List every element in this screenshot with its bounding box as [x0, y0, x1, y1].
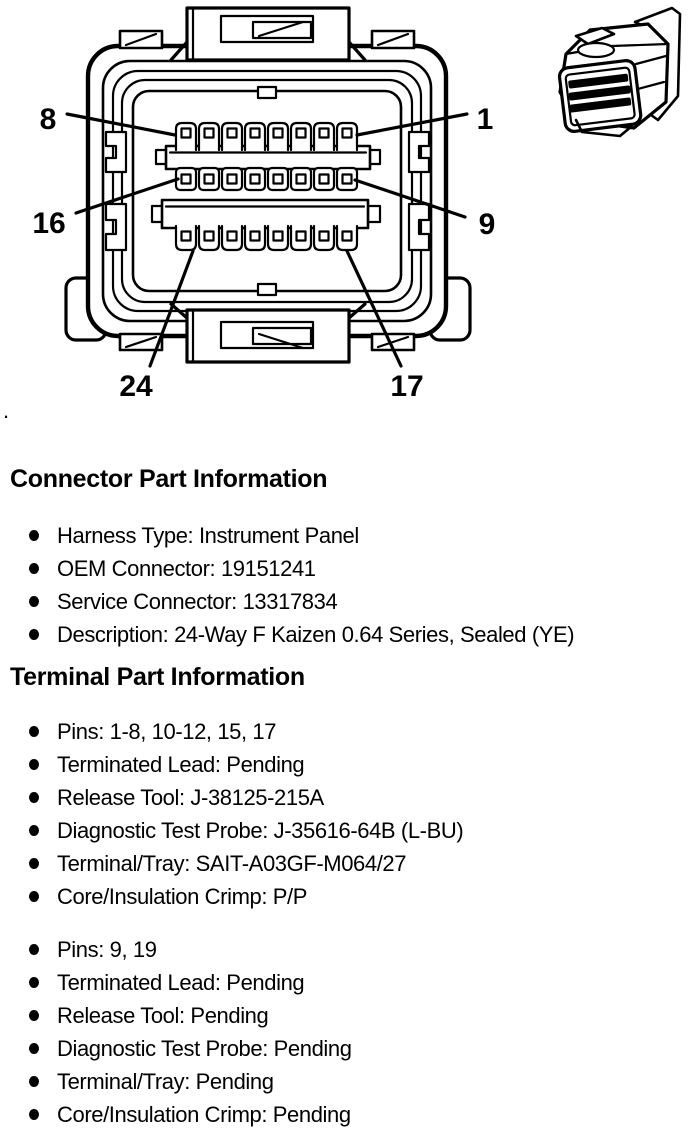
terminal-info-list-group2: [10, 933, 688, 1131]
list-item-text: Diagnostic Test Probe: Pending: [57, 1036, 352, 1061]
list-item-text: Terminal/Tray: Pending: [57, 1069, 274, 1094]
bullet-icon: [29, 596, 39, 607]
pin-label-8: 8: [39, 103, 57, 136]
list-item: [10, 715, 688, 748]
list-item-text: Harness Type: Instrument Panel: [57, 523, 359, 548]
bullet-icon: [29, 891, 39, 902]
bullet-icon: [29, 1043, 39, 1054]
list-item: [10, 814, 688, 847]
bullet-icon: [29, 944, 39, 955]
list-item-text: Terminated Lead: Pending: [57, 970, 305, 995]
section-title-terminal: Terminal Part Information: [10, 663, 305, 691]
list-item: [10, 880, 688, 913]
latch-bottom: [171, 304, 365, 362]
list-item: [10, 618, 688, 651]
index-notch-bottom: [258, 284, 276, 295]
list-item: [10, 748, 688, 781]
list-item-text: Terminated Lead: Pending: [57, 752, 305, 777]
list-item: [10, 519, 688, 552]
pin-label-9: 9: [478, 208, 496, 241]
bullet-icon: [29, 563, 39, 574]
bullet-icon: [29, 1076, 39, 1087]
part-information-document: [0, 466, 688, 1131]
bullet-icon: [29, 1109, 39, 1120]
terminal-bar-lower: [162, 200, 368, 228]
stray-period-mark: .: [3, 398, 10, 423]
bullet-icon: [29, 825, 39, 836]
bullet-icon: [29, 792, 39, 803]
terminal-info-list-group1: [10, 715, 688, 913]
connector-info-list: [10, 519, 688, 651]
list-item: [10, 552, 688, 585]
bullet-icon: [29, 977, 39, 988]
list-item-text: OEM Connector: 19151241: [57, 556, 316, 581]
list-item-text: Core/Insulation Crimp: P/P: [57, 884, 308, 909]
connector-3d-thumbnail: [559, 8, 680, 136]
latch-top: [171, 8, 365, 60]
list-item: [10, 1065, 688, 1098]
list-item-text: Release Tool: Pending: [57, 1003, 269, 1028]
pin-label-16: 16: [32, 207, 66, 240]
list-item: [10, 1098, 688, 1131]
list-item-text: Pins: 1-8, 10-12, 15, 17: [57, 719, 277, 744]
list-item: [10, 966, 688, 999]
section-title-connector: Connector Part Information: [10, 465, 328, 493]
list-item-text: Service Connector: 13317834: [57, 589, 338, 614]
bullet-icon: [29, 759, 39, 770]
pin-label-24: 24: [119, 370, 153, 403]
bullet-icon: [29, 1010, 39, 1021]
list-item: [10, 781, 688, 814]
bullet-icon: [29, 858, 39, 869]
list-item-text: Terminal/Tray: SAIT-A03GF-M064/27: [57, 851, 407, 876]
list-item-text: Pins: 9, 19: [57, 937, 157, 962]
list-item: [10, 933, 688, 966]
index-notch-top: [258, 87, 276, 98]
terminal-rows: [152, 123, 380, 250]
list-item: [10, 585, 688, 618]
list-item-text: Description: 24-Way F Kaizen 0.64 Series, Sealed (YE): [57, 622, 575, 647]
bullet-icon: [29, 726, 39, 737]
list-item: [10, 847, 688, 880]
bullet-icon: [29, 629, 39, 640]
connector-face-diagram: [0, 0, 688, 450]
figure-area: [0, 0, 688, 450]
pin-label-1: 1: [476, 103, 494, 136]
list-item-text: Release Tool: J-38125-215A: [57, 785, 324, 810]
bullet-icon: [29, 530, 39, 541]
pin-label-17: 17: [390, 370, 424, 403]
list-item-text: Core/Insulation Crimp: Pending: [57, 1102, 351, 1127]
list-item: [10, 999, 688, 1032]
list-item: [10, 1032, 688, 1065]
list-item-text: Diagnostic Test Probe: J-35616-64B (L-BU): [57, 818, 464, 843]
